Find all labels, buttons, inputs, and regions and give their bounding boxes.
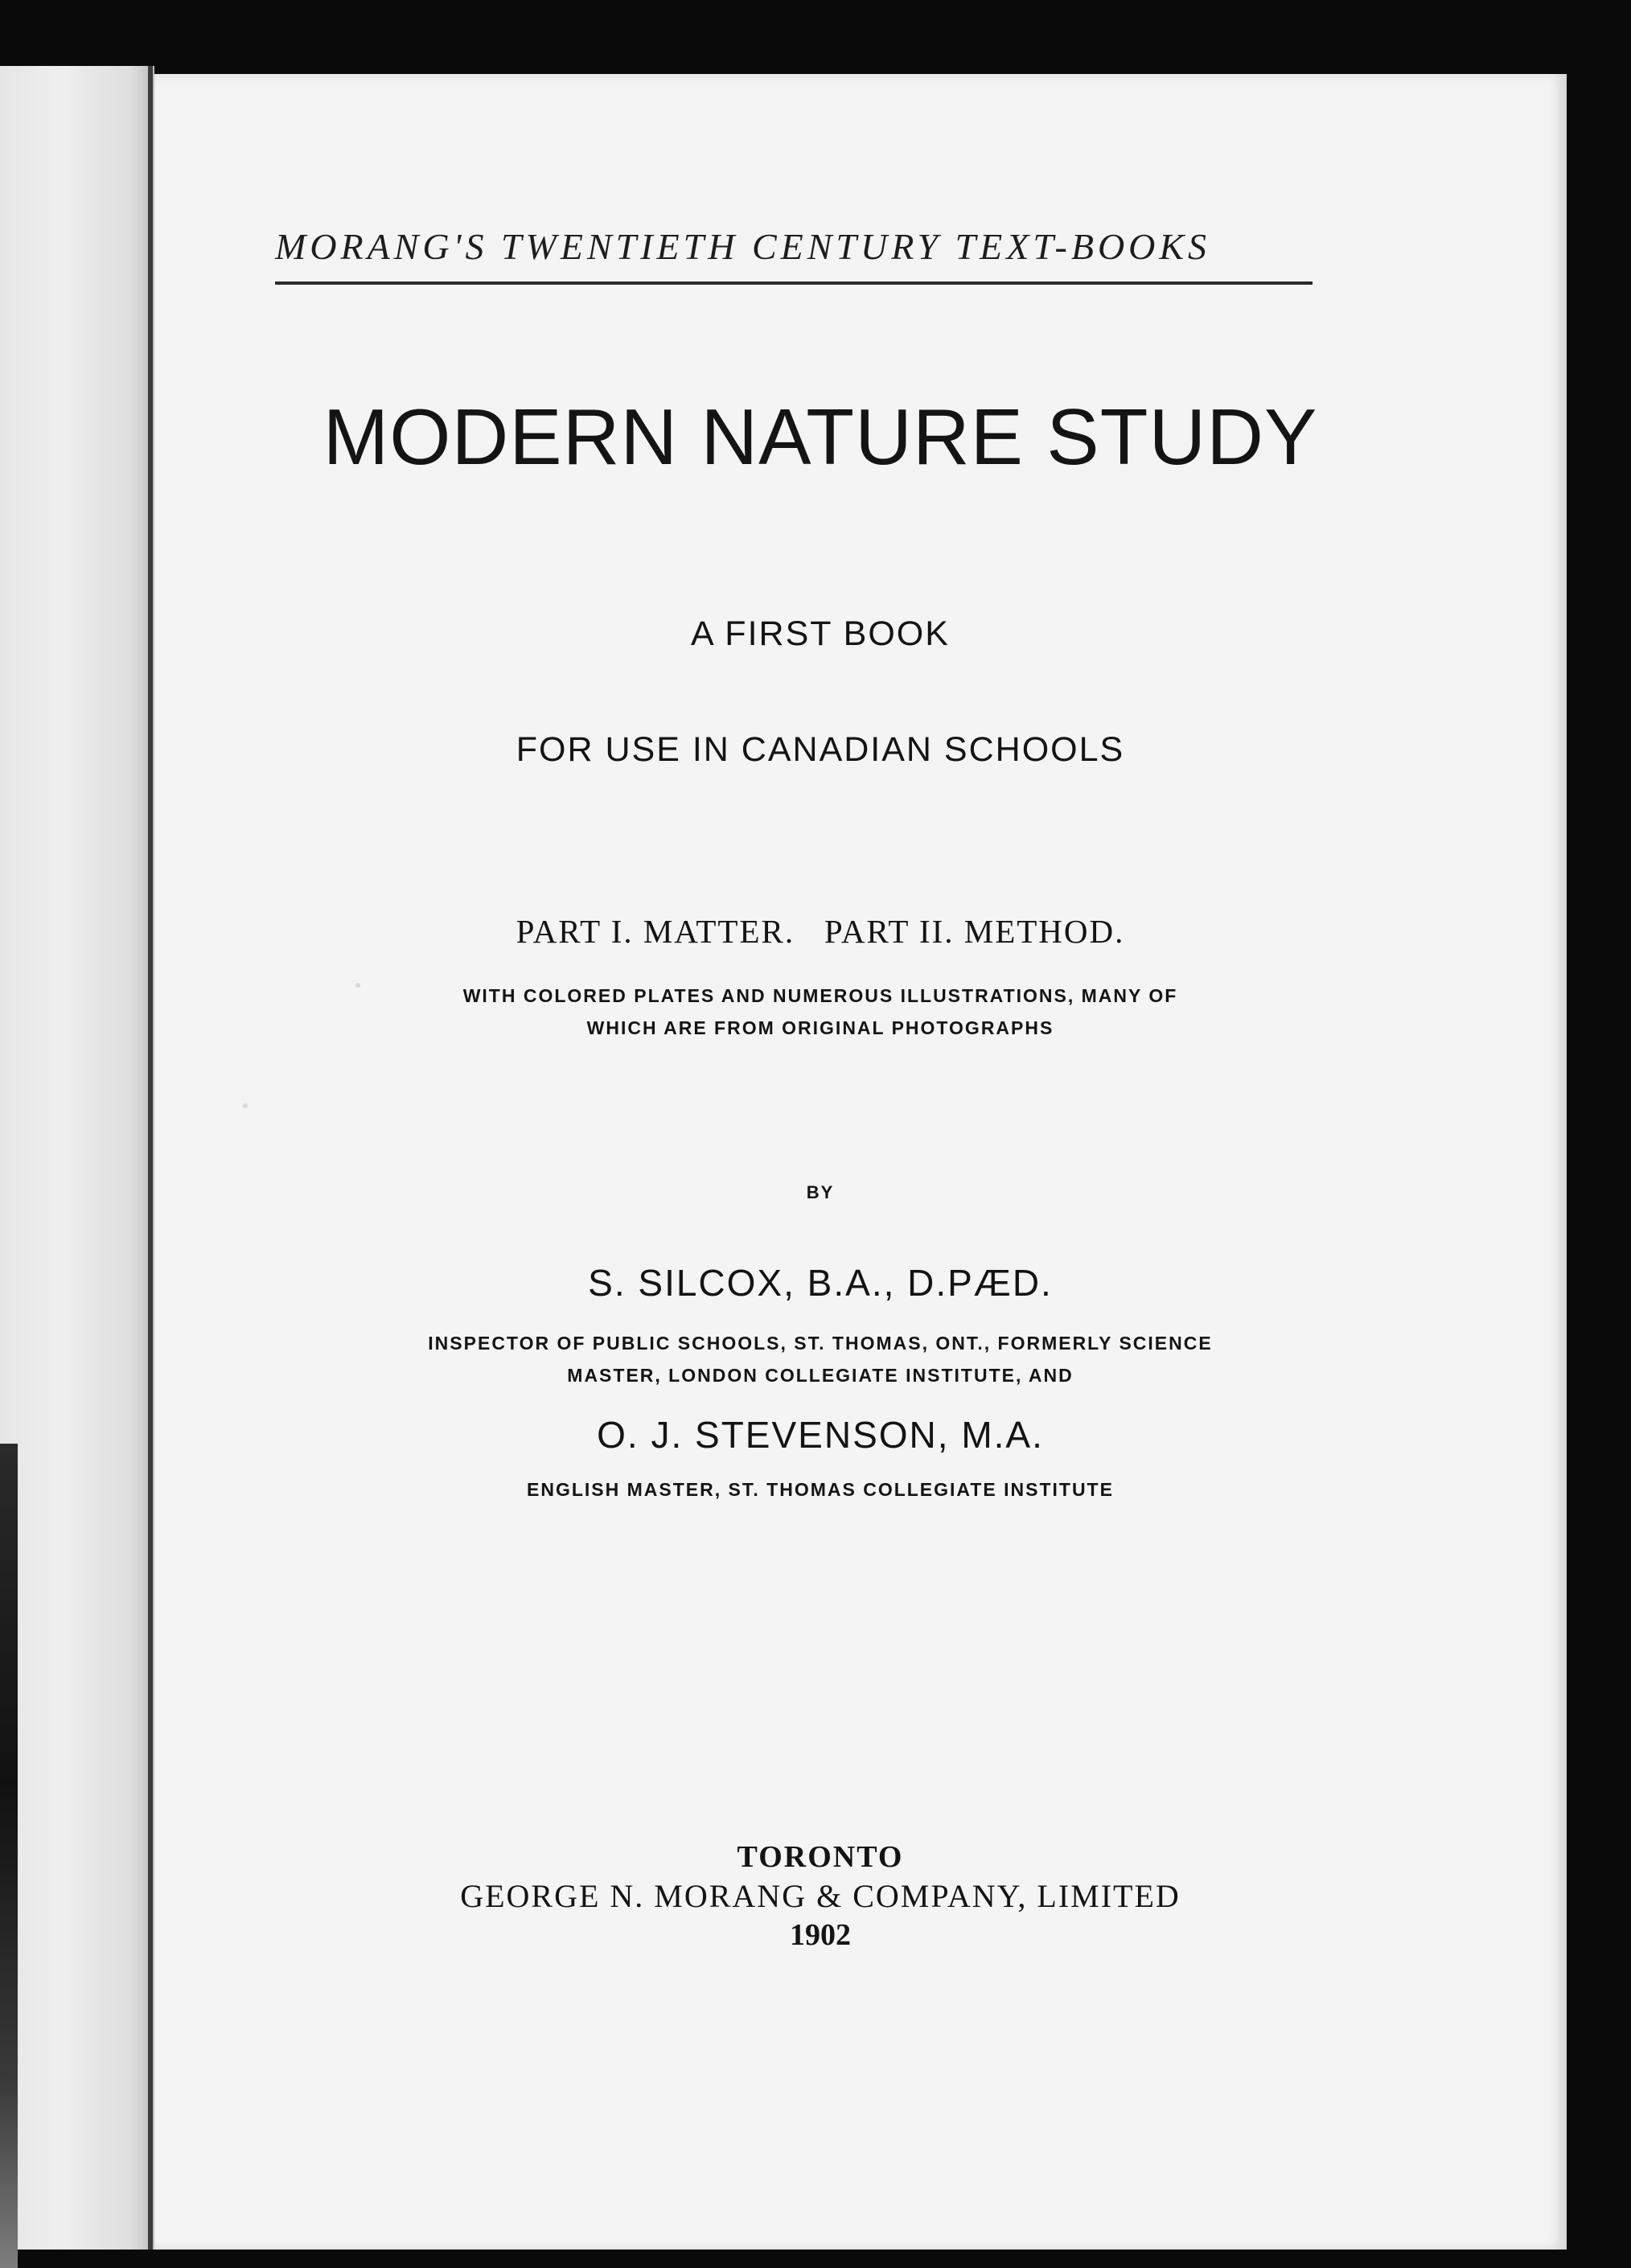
author-1-description-line-2: MASTER, LONDON COLLEGIATE INSTITUTE, AND	[567, 1365, 1074, 1386]
book-title: MODERN NATURE STUDY	[323, 392, 1318, 481]
paper-speck	[243, 1103, 248, 1108]
author-1-name: S. SILCOX, B.A., D.PÆD.	[588, 1262, 1053, 1304]
paper-speck	[355, 983, 360, 988]
author-2-name: O. J. STEVENSON, M.A.	[597, 1414, 1044, 1456]
plates-note	[114, 980, 1526, 1044]
author-1-description	[114, 1327, 1526, 1391]
book-parts: PART I. MATTER. PART II. METHOD.	[516, 913, 1125, 950]
plates-note-line-1: WITH COLORED PLATES AND NUMEROUS ILLUSTRATIONS, MANY OF	[462, 985, 1178, 1006]
series-title: MORANG'S TWENTIETH CENTURY TEXT-BOOKS	[275, 226, 1211, 267]
title-page	[154, 74, 1567, 2250]
by-label: BY	[806, 1182, 835, 1202]
imprint-city: TORONTO	[737, 1840, 904, 1874]
author-1-description-line-1: INSPECTOR OF PUBLIC SCHOOLS, ST. THOMAS, ONT., FORMERLY SCIENCE	[428, 1333, 1213, 1354]
facing-page-shadow	[0, 1444, 18, 2268]
book-subtitle: A FIRST BOOK	[691, 614, 950, 653]
imprint-publisher: GEORGE N. MORANG & COMPANY, LIMITED	[460, 1878, 1181, 1914]
imprint-year: 1902	[790, 1918, 851, 1952]
book-purpose: FOR USE IN CANADIAN SCHOOLS	[516, 730, 1125, 769]
plates-note-line-2: WHICH ARE FROM ORIGINAL PHOTOGRAPHS	[586, 1017, 1054, 1038]
author-2-description: ENGLISH MASTER, ST. THOMAS COLLEGIATE INSTITUTE	[527, 1479, 1114, 1500]
series-rule	[275, 281, 1313, 285]
